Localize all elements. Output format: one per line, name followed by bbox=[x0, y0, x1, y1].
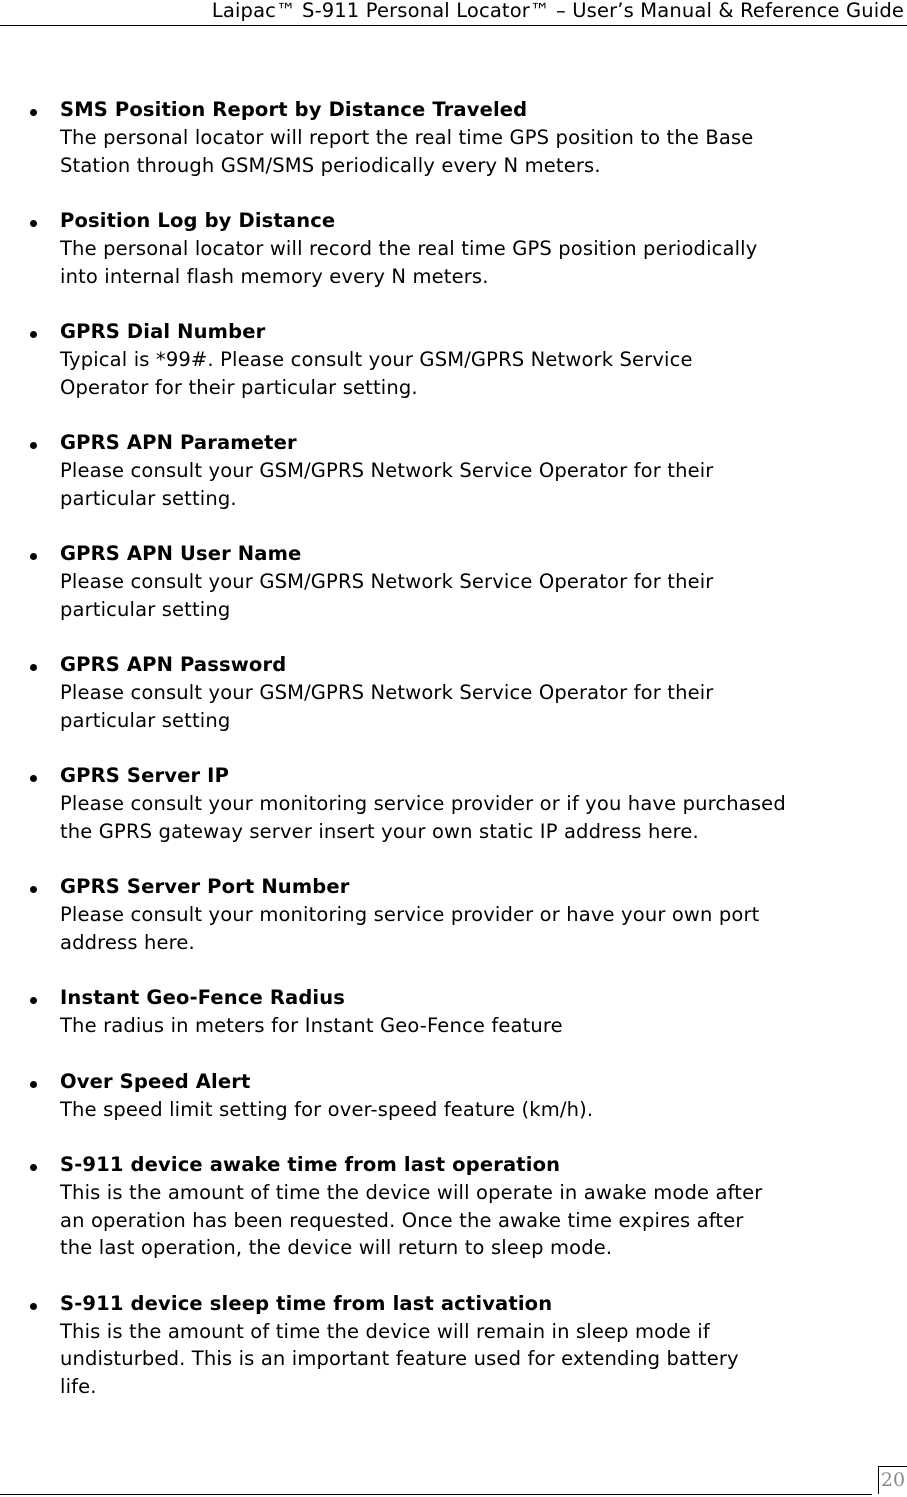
bullet-icon bbox=[27, 651, 39, 679]
description-line: particular setting bbox=[60, 708, 231, 732]
description-line: Station through GSM/SMS periodically every N meters. bbox=[60, 153, 601, 177]
item-title: S-911 device sleep time from last activation bbox=[60, 1291, 553, 1315]
list-item bbox=[0, 96, 907, 179]
list-item bbox=[0, 984, 907, 1040]
item-title: SMS Position Report by Distance Traveled bbox=[60, 98, 528, 121]
item-description bbox=[60, 679, 907, 734]
list-item bbox=[0, 207, 907, 290]
list-item bbox=[0, 1290, 907, 1401]
page-number: 20 bbox=[878, 1466, 907, 1494]
description-line: This is the amount of time the device will operate in awake mode after bbox=[60, 1181, 763, 1204]
item-title: S-911 device awake time from last operation bbox=[60, 1153, 561, 1176]
description-line: Please consult your GSM/GPRS Network Service Operator for their bbox=[60, 681, 714, 704]
list-item bbox=[0, 1151, 907, 1262]
item-description bbox=[60, 1096, 907, 1124]
bullet-icon bbox=[27, 540, 39, 568]
bullet-icon bbox=[27, 1068, 39, 1096]
description-line: into internal flash memory every N meters. bbox=[60, 264, 489, 288]
list-item bbox=[0, 762, 907, 845]
bullet-icon bbox=[27, 1151, 39, 1179]
item-title: GPRS Server IP bbox=[60, 764, 230, 787]
description-line: Please consult your monitoring service provider or have your own port bbox=[60, 903, 760, 926]
bullet-icon bbox=[27, 1290, 39, 1318]
description-line: Operator for their particular setting. bbox=[60, 375, 418, 399]
list-item bbox=[0, 429, 907, 512]
description-line: undisturbed. This is an important feature used for extending battery bbox=[60, 1347, 739, 1370]
item-title: GPRS APN Parameter bbox=[60, 431, 297, 454]
bullet-icon bbox=[27, 429, 39, 457]
description-line: address here. bbox=[60, 930, 195, 954]
page-header bbox=[0, 0, 907, 26]
item-title: Position Log by Distance bbox=[60, 209, 336, 232]
bullet-icon bbox=[27, 984, 39, 1012]
list-item bbox=[0, 540, 907, 623]
list-item bbox=[0, 873, 907, 956]
item-description bbox=[60, 1179, 907, 1262]
item-description bbox=[60, 346, 907, 401]
description-line: the GPRS gateway server insert your own static IP address here. bbox=[60, 819, 699, 843]
description-line: Please consult your GSM/GPRS Network Service Operator for their bbox=[60, 459, 714, 482]
item-title: GPRS APN Password bbox=[60, 653, 287, 676]
item-title: Instant Geo-Fence Radius bbox=[60, 986, 346, 1009]
item-description bbox=[60, 790, 907, 845]
description-line: The personal locator will record the real time GPS position periodically bbox=[60, 237, 758, 260]
description-line: life. bbox=[60, 1374, 97, 1398]
item-title: Over Speed Alert bbox=[60, 1069, 251, 1093]
description-line: Please consult your monitoring service provider or if you have purchased bbox=[60, 792, 786, 815]
item-description bbox=[60, 568, 907, 623]
item-description bbox=[60, 235, 907, 290]
bullet-icon bbox=[27, 762, 39, 790]
footer-rule bbox=[0, 1494, 872, 1495]
bullet-icon bbox=[27, 318, 39, 346]
description-line: an operation has been requested. Once the awake time expires after bbox=[60, 1208, 744, 1232]
bullet-icon bbox=[27, 96, 39, 124]
item-title: GPRS Dial Number bbox=[60, 320, 266, 343]
item-description bbox=[60, 1318, 907, 1401]
description-line: The speed limit setting for over-speed feature (km/h). bbox=[60, 1097, 594, 1121]
description-line: This is the amount of time the device will remain in sleep mode if bbox=[60, 1319, 710, 1343]
description-line: Typical is *99#. Please consult your GSM/GPRS Network Service bbox=[60, 348, 693, 371]
settings-description-list bbox=[0, 96, 907, 1428]
description-line: Please consult your GSM/GPRS Network Service Operator for their bbox=[60, 570, 714, 593]
bullet-icon bbox=[27, 873, 39, 901]
description-line: particular setting. bbox=[60, 486, 237, 510]
item-description bbox=[60, 124, 907, 179]
item-description bbox=[60, 457, 907, 512]
item-description bbox=[60, 1012, 907, 1040]
list-item bbox=[0, 1068, 907, 1124]
list-item bbox=[0, 651, 907, 734]
description-line: The radius in meters for Instant Geo-Fence feature bbox=[60, 1014, 563, 1037]
description-line: the last operation, the device will return to sleep mode. bbox=[60, 1236, 613, 1259]
description-line: particular setting bbox=[60, 597, 231, 621]
bullet-icon bbox=[27, 207, 39, 235]
description-line: The personal locator will report the real time GPS position to the Base bbox=[60, 126, 754, 149]
item-title: GPRS Server Port Number bbox=[60, 875, 350, 898]
item-title: GPRS APN User Name bbox=[60, 542, 302, 565]
header-title: Laipac™ S-911 Personal Locator™ – User’s Manual & Reference Guide bbox=[211, 0, 904, 22]
item-description bbox=[60, 901, 907, 956]
list-item bbox=[0, 318, 907, 401]
